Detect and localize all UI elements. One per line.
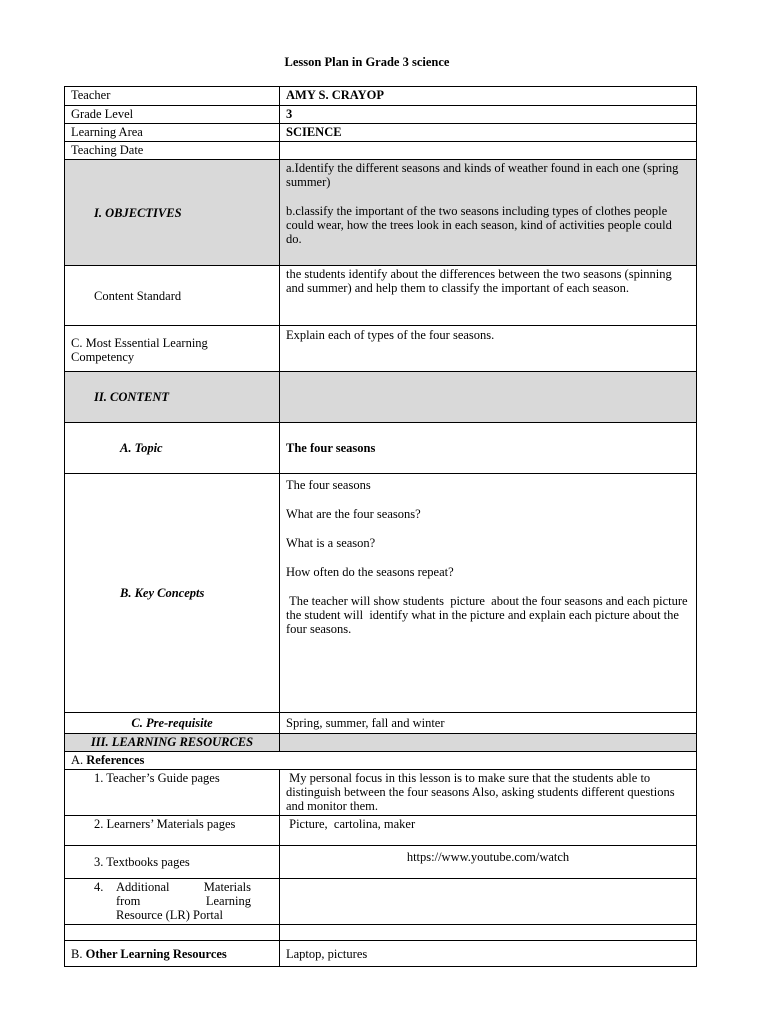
additional-number: 4. xyxy=(94,880,104,894)
lesson-plan-table xyxy=(64,86,697,967)
row-learning-area xyxy=(65,124,697,142)
row-learning-resources xyxy=(65,734,697,752)
other-resources-value: Laptop, pictures xyxy=(280,941,697,967)
objectives-value xyxy=(280,160,697,266)
objective-a: a.Identify the different seasons and kinds of weather found in each one (spring summer) xyxy=(286,161,679,189)
learners-materials-value: Picture, cartolina, maker xyxy=(280,816,697,846)
learning-resources-label: III. LEARNING RESOURCES xyxy=(65,734,280,752)
grade-level-value: 3 xyxy=(280,106,697,124)
learning-area-value: SCIENCE xyxy=(280,124,697,142)
teacher-label: Teacher xyxy=(65,87,280,106)
references-prefix: A. xyxy=(71,753,87,767)
key-concepts-label: B. Key Concepts xyxy=(65,474,280,713)
other-resources-text: Other Learning Resources xyxy=(85,946,227,961)
other-resources-prefix: B. xyxy=(71,946,86,961)
other-resources-label xyxy=(65,941,280,967)
teaching-date-value xyxy=(280,142,697,160)
row-teaching-date xyxy=(65,142,697,160)
row-teachers-guide xyxy=(65,770,697,816)
content-standard-label: Content Standard xyxy=(65,266,280,326)
row-textbooks xyxy=(65,846,697,879)
key-concepts-value xyxy=(280,474,697,713)
topic-label: A. Topic xyxy=(65,423,280,474)
key-concept-line: What are the four seasons? xyxy=(286,507,421,521)
content-label: II. CONTENT xyxy=(65,372,280,423)
row-content xyxy=(65,372,697,423)
topic-value: The four seasons xyxy=(280,423,697,474)
row-content-standard xyxy=(65,266,697,326)
additional-line: Resource (LR) Portal xyxy=(116,908,223,922)
row-references xyxy=(65,752,697,770)
key-concept-line: How often do the seasons repeat? xyxy=(286,565,454,579)
row-prerequisite xyxy=(65,713,697,734)
content-value xyxy=(280,372,697,423)
learning-resources-value xyxy=(280,734,697,752)
melc-label: C. Most Essential Learning Competency xyxy=(65,326,280,372)
blank-label xyxy=(65,925,280,941)
row-grade-level xyxy=(65,106,697,124)
row-key-concepts xyxy=(65,474,697,713)
teachers-guide-value: My personal focus in this lesson is to make sure that the students able to distinguish between the four seasons Also, asking students different questions and monitor them. xyxy=(280,770,697,816)
blank-value xyxy=(280,925,697,941)
teaching-date-label: Teaching Date xyxy=(65,142,280,160)
key-concept-line: The four seasons xyxy=(286,478,371,492)
row-topic xyxy=(65,423,697,474)
row-teacher xyxy=(65,87,697,106)
teacher-value: AMY S. CRAYOP xyxy=(280,87,697,106)
learning-area-label: Learning Area xyxy=(65,124,280,142)
row-learners-materials xyxy=(65,816,697,846)
grade-level-label: Grade Level xyxy=(65,106,280,124)
key-concept-line: What is a season? xyxy=(286,536,376,550)
prerequisite-label: C. Pre-requisite xyxy=(65,713,280,734)
row-objectives xyxy=(65,160,697,266)
row-blank xyxy=(65,925,697,941)
references-label: References xyxy=(86,753,145,767)
row-other-resources xyxy=(65,941,697,967)
textbooks-value: https://www.youtube.com/watch xyxy=(280,846,697,879)
objective-b: b.classify the important of the two seasons including types of clothes people could wear, how the trees look in each season, kind of activities people could do. xyxy=(286,204,672,246)
additional-line: from Learning xyxy=(116,894,251,908)
additional-line: Additional Materials xyxy=(116,880,251,894)
references-heading xyxy=(65,752,697,770)
additional-materials-label xyxy=(65,879,280,925)
row-additional-materials xyxy=(65,879,697,925)
row-melc xyxy=(65,326,697,372)
page-title: Lesson Plan in Grade 3 science xyxy=(284,55,450,69)
key-concept-paragraph: The teacher will show students picture about the four seasons and each picture the student will identify what in the picture and explain each picture about the four seasons. xyxy=(286,594,691,636)
additional-materials-value xyxy=(280,879,697,925)
objectives-label: I. OBJECTIVES xyxy=(65,160,280,266)
prerequisite-value: Spring, summer, fall and winter xyxy=(280,713,697,734)
teachers-guide-label: 1. Teacher’s Guide pages xyxy=(65,770,280,816)
textbooks-label: 3. Textbooks pages xyxy=(65,846,280,879)
learners-materials-label: 2. Learners’ Materials pages xyxy=(65,816,280,846)
content-standard-value: the students identify about the differences between the two seasons (spinning and summer) and help them to classify the important of each season. xyxy=(280,266,697,326)
melc-value: Explain each of types of the four seasons. xyxy=(280,326,697,372)
